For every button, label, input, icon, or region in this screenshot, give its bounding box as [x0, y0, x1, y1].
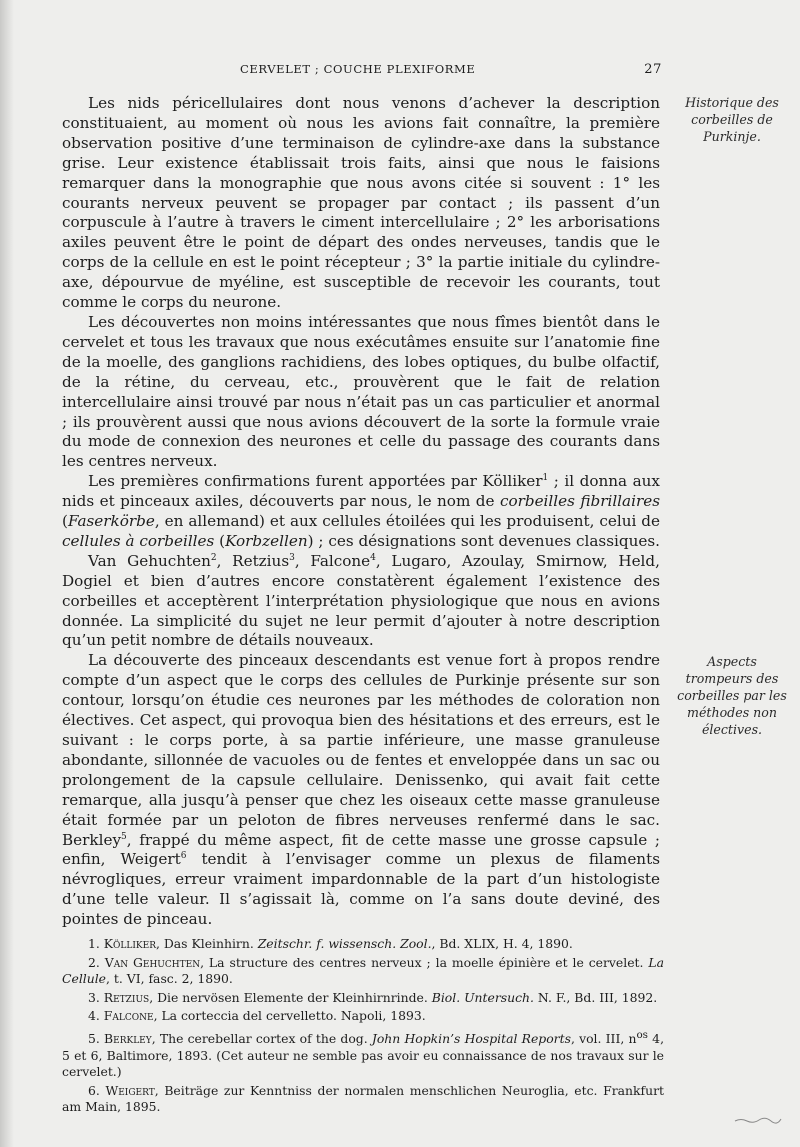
footnote-author: Falcone: [103, 1008, 154, 1024]
footnote-number: 6.: [88, 1082, 106, 1098]
italic-term: Faserkörbe: [67, 512, 155, 531]
footnote-2: [62, 955, 664, 988]
footnote-ref: 4: [370, 552, 376, 563]
text-run: tendit à l’envisager comme un plexus de filaments névrogliques, erreur vraiment impardonnable de la part d’un histologiste d’une telle valeur. Il s’agissait là, comme on l’a sans doute deviné, des pointes de pinceau.: [62, 850, 660, 929]
footnote-number: 3.: [88, 989, 104, 1005]
footnote-ref: 5: [121, 831, 127, 842]
footnote-number: 4.: [88, 1008, 104, 1024]
footnote-text: , La structure des centres nerveux ; la moelle épinière et le cervelet.: [200, 954, 649, 970]
footnote-text: , t. VI, fasc. 2, 1890.: [106, 971, 233, 987]
footnote-journal: John Hopkin’s Hospital Reports: [371, 1031, 571, 1047]
italic-term: cellules à corbeilles: [62, 531, 215, 550]
paragraph-2: Les découvertes non moins intéressantes que nous fîmes bientôt dans le cervelet et tous les travaux que nous exécutâmes ensuite sur l’anatomie fine de la moelle, des ganglions rachidiens, des lobes optiques, du bulbe olfactif, de la rétine, du cerveau, etc., prouvèrent que le fait de relation intercellulaire ainsi trouvé par nous n’était pas un cas particulier et anormal ; ils prouvèrent aussi que nous avions découvert de la sorte la formule vraie du mode de connexion des neurones et celle du passage des courants dans les centres nerveux.: [62, 312, 660, 471]
binding-shadow: [0, 0, 14, 1147]
italic-term: Korbzellen: [225, 531, 308, 550]
footnote-author: Weigert: [105, 1082, 155, 1098]
text-run: (: [214, 531, 226, 550]
footnote-6: [62, 1083, 664, 1116]
text-run: , Falcone: [294, 551, 371, 570]
footnote-ref: 1: [542, 473, 549, 484]
running-title: CERVELET ; COUCHE PLEXIFORME: [240, 62, 476, 76]
text-run: ) ; ces désignations sont devenues classiques.: [307, 531, 660, 550]
footnote-ref: 6: [180, 851, 187, 862]
paragraph-1: Les nids péricellulaires dont nous venons d’achever la description constituaient, au moment où nous les avions fait connaître, la première observation positive d’une terminaison de cylindre-axe dans la substance grise. Leur existence établissait trois faits, ainsi que nous le faisions remarquer dans la monographie que nous avons citée si souvent : 1° les courants nerveux peuvent se propager par contact ; ils passent d’un corpuscule à l’autre à travers le ciment intercellulaire ; 2° les arborisations axiles peuvent être le point de départ des ondes nerveuses, tandis que le corps de la cellule en est le point récepteur ; 3° la partie initiale du cylindre-axe, dépourvue de myéline, est susceptible de recevoir les courants, tout comme le corps du neurone.: [62, 94, 660, 312]
footnote-number: 1.: [88, 936, 104, 951]
text-run: ; il donna aux nids et pinceaux axiles, découverts par nous, le nom de: [62, 472, 660, 511]
footnote-text: , Beiträge zur Kenntniss der normalen menschlichen Neuroglia, etc. Frankfurt am Main, 1895.: [62, 1082, 664, 1115]
page-number: 27: [644, 62, 662, 77]
footnote-4: [62, 1008, 664, 1025]
footnote-number: 5.: [88, 1031, 105, 1047]
text-run: Les premières confirmations furent apportées par Kölliker: [88, 472, 543, 491]
footnote-journal: Biol. Untersuch.: [431, 989, 534, 1005]
footnote-ref: 2: [210, 552, 217, 563]
italic-term: corbeilles fibrillaires: [499, 492, 660, 511]
footnote-number: 2.: [88, 954, 105, 970]
text-run: , Lugaro, Azoulay, Smirnow, Held, Dogiel et bien d’autres encore constatèrent également l’existence des corbeilles et acceptèrent l’interprétation physiologique que nous en avions donnée. La simplicité du sujet ne leur permit d’ajouter à notre description qu’un petit nombre de détails nouveaux.: [62, 551, 660, 650]
margin-note-aspects: Aspects trompeurs des corbeilles par les méthodes non électives.: [677, 654, 787, 737]
text-run: Van Gehuchten: [88, 551, 211, 570]
footnote-author: Berkley: [104, 1031, 152, 1047]
paragraph-3: [62, 472, 660, 552]
footnote-text: , Bd. XLIX, H. 4, 1890.: [431, 936, 573, 951]
footnote-author: Kölliker: [103, 936, 156, 951]
footnote-journal: Zeitschr. f. wissensch. Zool.: [257, 936, 432, 951]
main-text: [62, 94, 660, 930]
footnote-text: N. F., Bd. III, 1892.: [533, 989, 658, 1005]
pencil-mark: [733, 1116, 783, 1124]
text-run: , Retzius: [216, 551, 290, 570]
footnote-text: , La corteccia del cervelletto. Napoli, 1893.: [153, 1008, 426, 1024]
text-run: , en allemand) et aux cellules étoilées qui les produisent, celui de: [154, 512, 660, 531]
footnotes: [62, 936, 664, 1118]
footnote-journal: La Cellule: [62, 954, 664, 987]
footnote-text: , Die nervösen Elemente der Kleinhirnrinde.: [149, 989, 432, 1005]
footnote-text: , vol. III, n: [570, 1031, 637, 1047]
footnote-superscript: os: [636, 1028, 648, 1041]
text-run: (: [62, 512, 68, 531]
footnote-5: [62, 1027, 664, 1081]
footnote-text: , Das Kleinhirn.: [155, 936, 258, 951]
footnote-text: 4, 5 et 6, Baltimore, 1893. (Cet auteur ne semble pas avoir eu connaissance de nos travaux sur le cervelet.): [62, 1031, 665, 1080]
footnote-text: , The cerebellar cortex of the dog.: [151, 1031, 372, 1047]
text-run: , frappé du même aspect, fit de cette masse une grosse capsule ; enfin, Weigert: [62, 830, 660, 869]
footnote-ref: 3: [289, 552, 295, 563]
paragraph-4: [62, 552, 660, 652]
footnote-3: [62, 990, 664, 1007]
paragraph-5: [62, 651, 660, 930]
margin-note-history: Historique des corbeilles de Purkinje.: [685, 95, 779, 144]
text-run: La découverte des pinceaux descendants est venue fort à propos rendre compte d’un aspect que le corps des cellules de Purkinje présente sur son contour, lorsqu’on étudie ces neurones par les méthodes de coloration non électives. Cet aspect, qui provoqua bien des hésitations et des erreurs, est le suivant : le corps porte, à sa partie inférieure, une masse granuleuse abondante, sillonnée de vacuoles ou de fentes et enveloppée dans un sac ou prolongement de la capsule cellulaire. Denissenko, qui avait fait cette remarque, alla jusqu’à penser que chez les oiseaux cette masse granuleuse était formée par un peloton de fibres nerveuses renfermé dans le sac. Berkley: [62, 651, 660, 849]
footnote-1: [62, 936, 664, 953]
footnote-author: Van Gehuchten: [104, 954, 201, 970]
footnote-author: Retzius: [103, 989, 150, 1005]
